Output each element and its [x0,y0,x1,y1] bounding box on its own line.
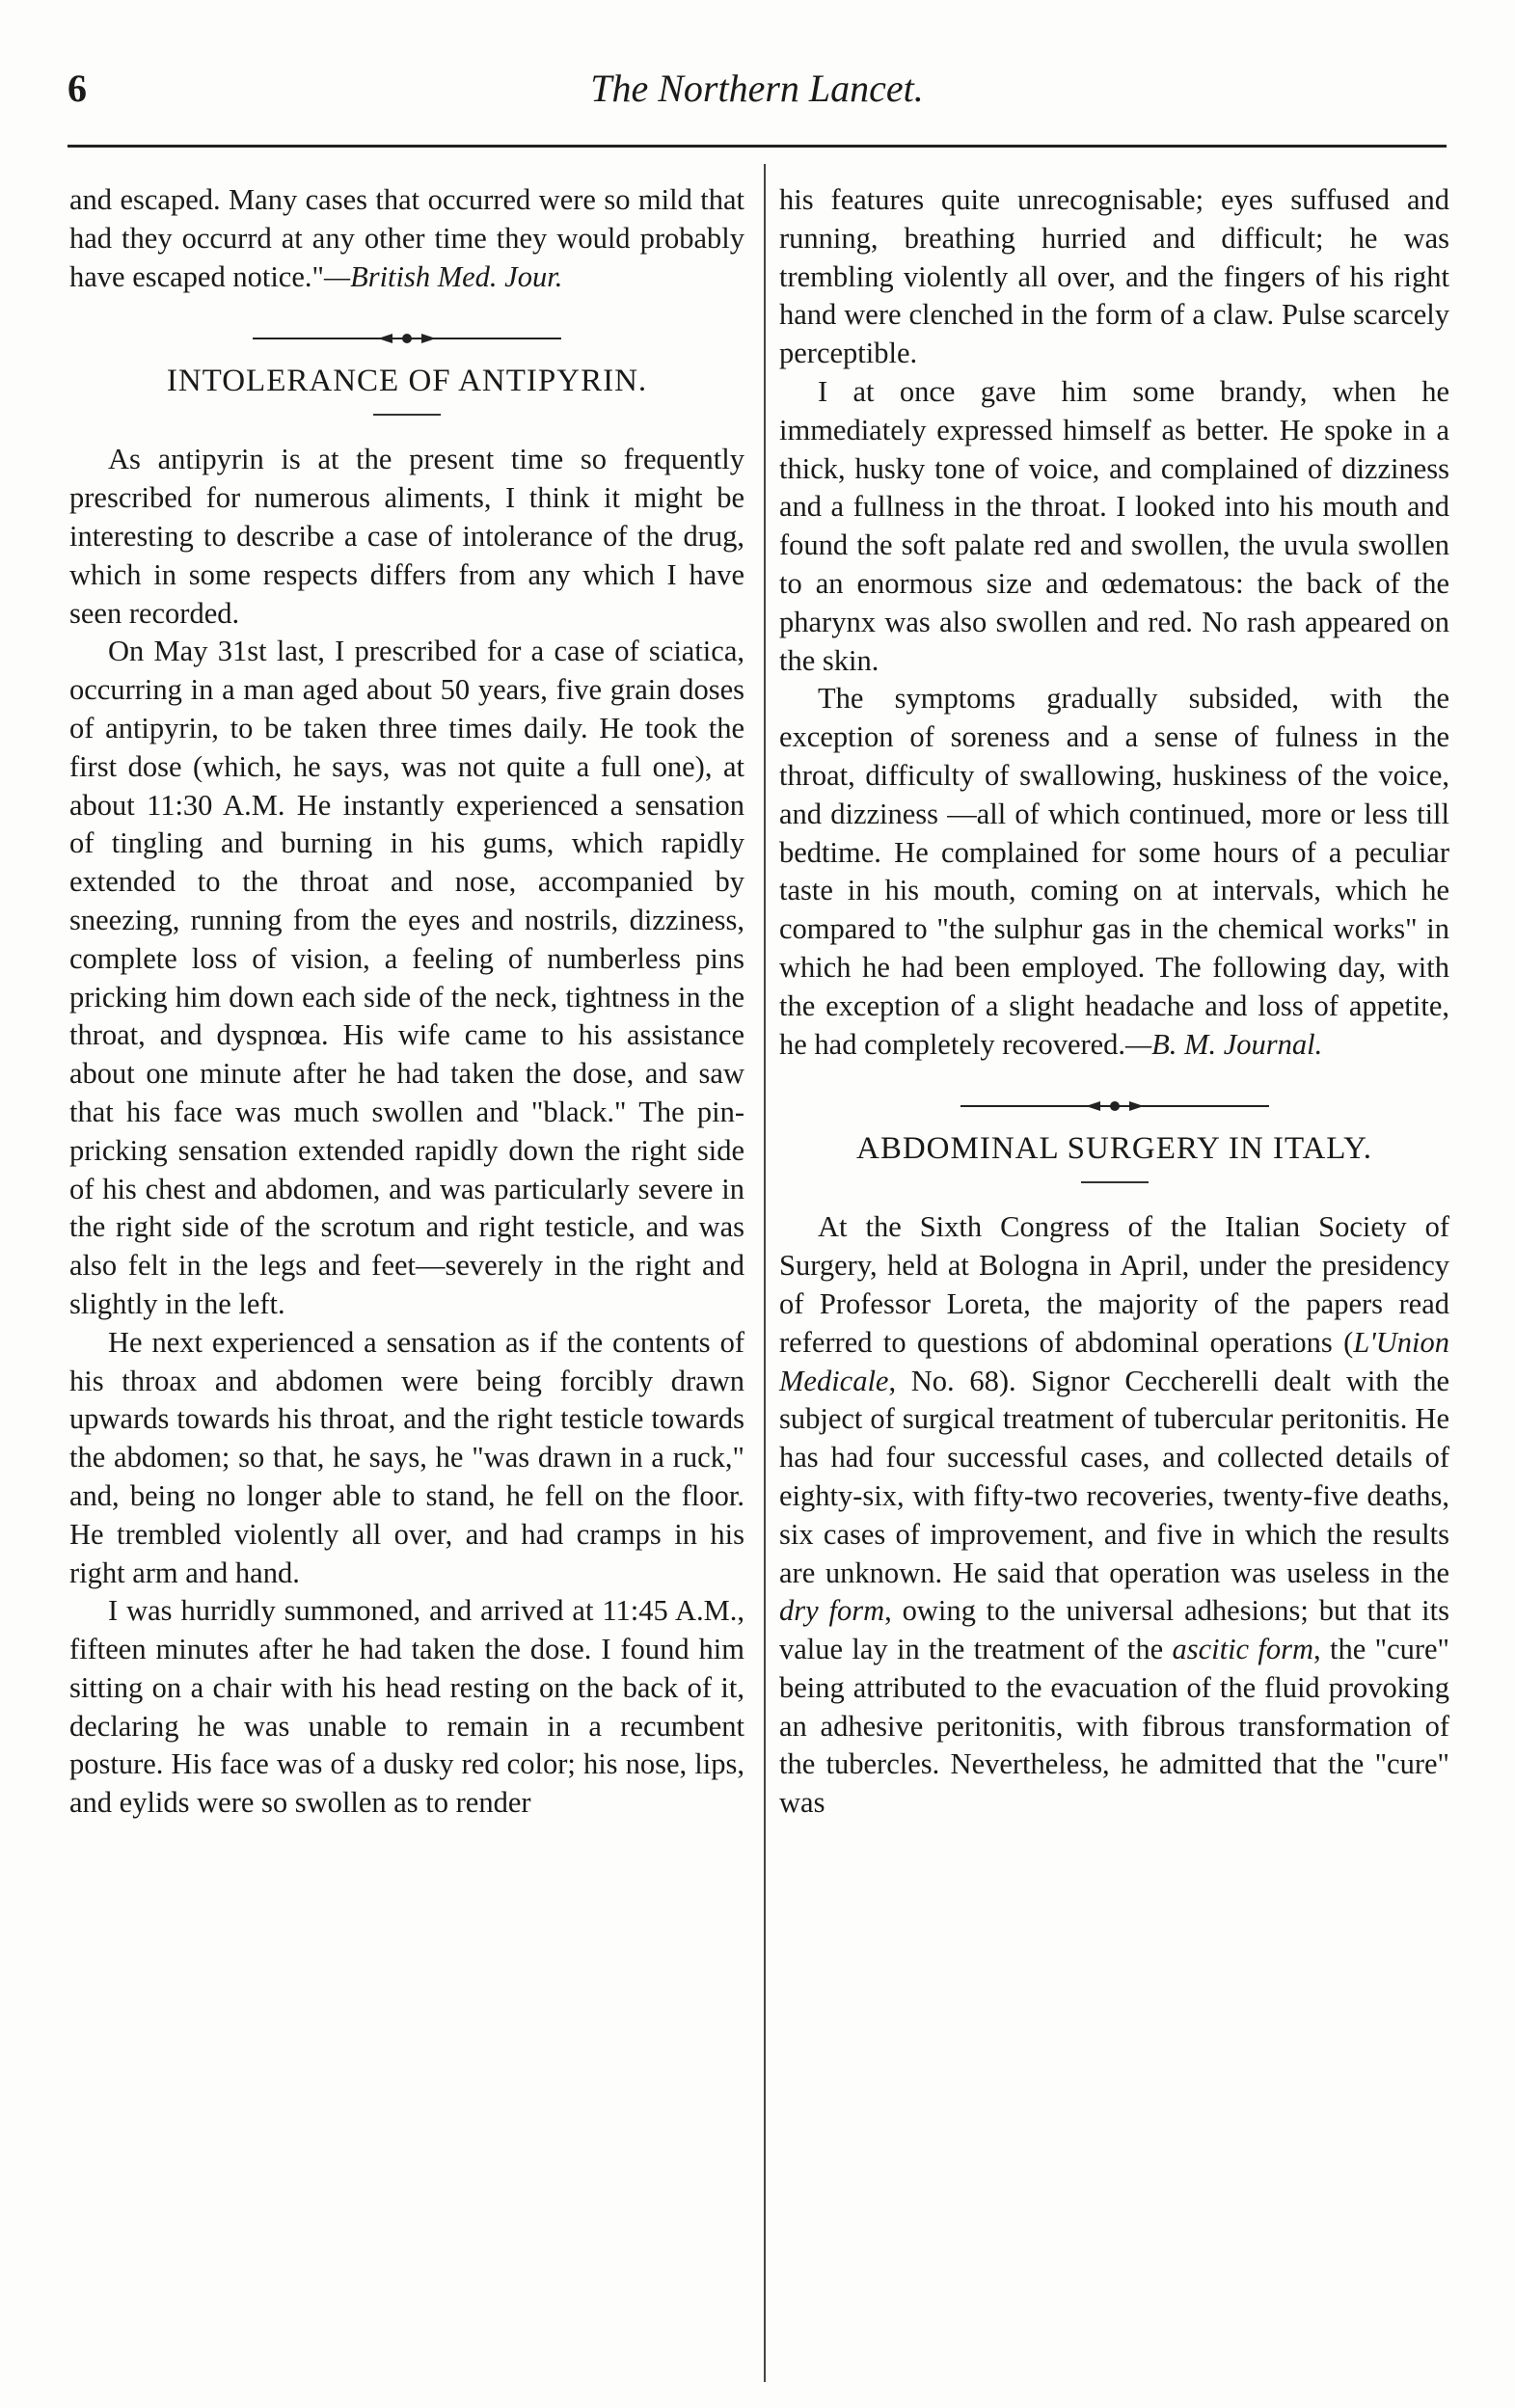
article-paragraph: his features quite unrecognisable; eyes suffused and running, breathing hurried and difficult; he was trembling violently all over, and the fingers of his right hand were clenched in the form of a claw. Pulse scarcely perceptible. [779,183,1449,370]
ornament-divider [233,331,581,346]
intro-citation: —British Med. Jour. [323,259,563,293]
paragraph-text: , owing to the universal adhesions; but that its value lay in the treatment of the [779,1594,1449,1666]
article-paragraph: As antipyrin is at the present time so frequently prescribed for numerous aliments, I think it might be interesting to describe a case of intolerance of the drug, which in some respects differs from any which I have seen recorded. [69,443,744,630]
title-rule [1081,1181,1149,1183]
paragraph-text: , No. 68). Signor Ceccherelli dealt with the subject of surgical treatment of tubercular peritonitis. He has had four successful cases, and collected details of eighty-six, with fifty-two recoveries, twenty-five deaths, six cases of improvement, and five in which the results are unknown. He said that operation was useless in the [779,1364,1449,1589]
paragraph-text: , the "cure" being attributed to the evacuation of the fluid provoking an adhesive peritonitis, with fibrous transformation of the tubercles. Nevertheless, he admitted that the "cure" was [779,1633,1449,1820]
article-paragraph: I at once gave him some brandy, when he immediately expressed himself as better. He spoke in a thick, husky tone of voice, and complained of dizziness and a fullness in the throat. I looked into his mouth and found the soft palate red and swollen, the uvula swollen to an enormous size and œdematous: the back of the pharynx was also swollen and red. No rash appeared on the skin. [779,374,1449,677]
intro-text: and escaped. Many cases that occurred were so mild that had they occurrd at any other time they would probably have escaped notice." [69,183,744,293]
journal-citation: L'Union Medicale [779,1325,1449,1397]
article-paragraph: I was hurridly summoned, and arrived at 11:45 A.M., fifteen minutes after he had taken the dose. I found him sitting on a chair with his head resting on the back of it, declaring he was unable to remain in a recumbent posture. His face was of a dusky red color; his nose, lips, and eylids were so swollen as to render [69,1594,744,1820]
right-column [779,181,1449,1823]
intro-paragraph [69,181,744,296]
page-number: 6 [68,67,87,110]
journal-title: The Northern Lancet. [590,67,924,110]
left-column [69,181,744,1823]
article-paragraph: On May 31st last, I prescribed for a case of sciatica, occurring in a man aged about 50 years, five grain doses of antipyrin, to be taken three times daily. He took the first dose (which, he says, was not quite a full one), at about 11:30 A.M. He instantly experienced a sensation of tingling and burning in his gums, which rapidly extended to the throat and nose, accompanied by sneezing, running from the eyes and nostrils, dizziness, complete loss of vision, a feeling of numberless pins pricking him down each side of the neck, tightness in the throat, and dyspnœa. His wife came to his assistance about one minute after he had taken the dose, and saw that his face was much swollen and "black." The pin-pricking sensation extended rapidly down the right side of his chest and abdomen, and was particularly severe in the right side of the scrotum and right testicle, and was also felt in the legs and feet—severely in the right and slightly in the left. [69,635,744,1320]
ornament-divider [941,1098,1288,1114]
emphasis-text: dry form [779,1594,885,1628]
emphasis-text: ascitic form [1172,1633,1314,1666]
article-paragraph [779,680,1449,1064]
header-rule [68,145,1447,148]
title-rule [373,414,441,416]
article-title-abdominal-surgery: ABDOMINAL SURGERY IN ITALY. [855,1131,1372,1167]
article-title-antipyrin: INTOLERANCE OF ANTIPYRIN. [166,364,648,399]
page-header [68,66,1447,123]
paragraph-text: At the Sixth Congress of the Italian Society of Surgery, held at Bologna in April, under the presidency of Professor Loreta, the majority of the papers read referred to questions of abdominal operations ( [779,1210,1449,1359]
column-divider [764,164,766,2382]
paragraph-text: The symptoms gradually subsided, with the exception of soreness and a sense of fulness in the throat, difficulty of swallowing, huskiness of the voice, and dizziness —all of which continued, more or less till bedtime. He complained for some hours of a peculiar taste in his mouth, coming on at intervals, which he compared to "the sulphur gas in the chemical works" in which he had been employed. The following day, with the exception of a slight headache and loss of appetite, he had completely recovered. [779,682,1449,1061]
article-paragraph [779,1208,1449,1823]
bmj-citation: —B. M. Journal. [1125,1027,1323,1061]
article-paragraph: He next experienced a sensation as if the contents of his throax and abdomen were being forcibly drawn upwards towards his throat, and the right testicle towards the abdomen; so that, he says, he "was drawn in a ruck," and, being no longer able to stand, he fell on the floor. He trembled violently all over, and had cramps in his right arm and hand. [69,1325,744,1589]
